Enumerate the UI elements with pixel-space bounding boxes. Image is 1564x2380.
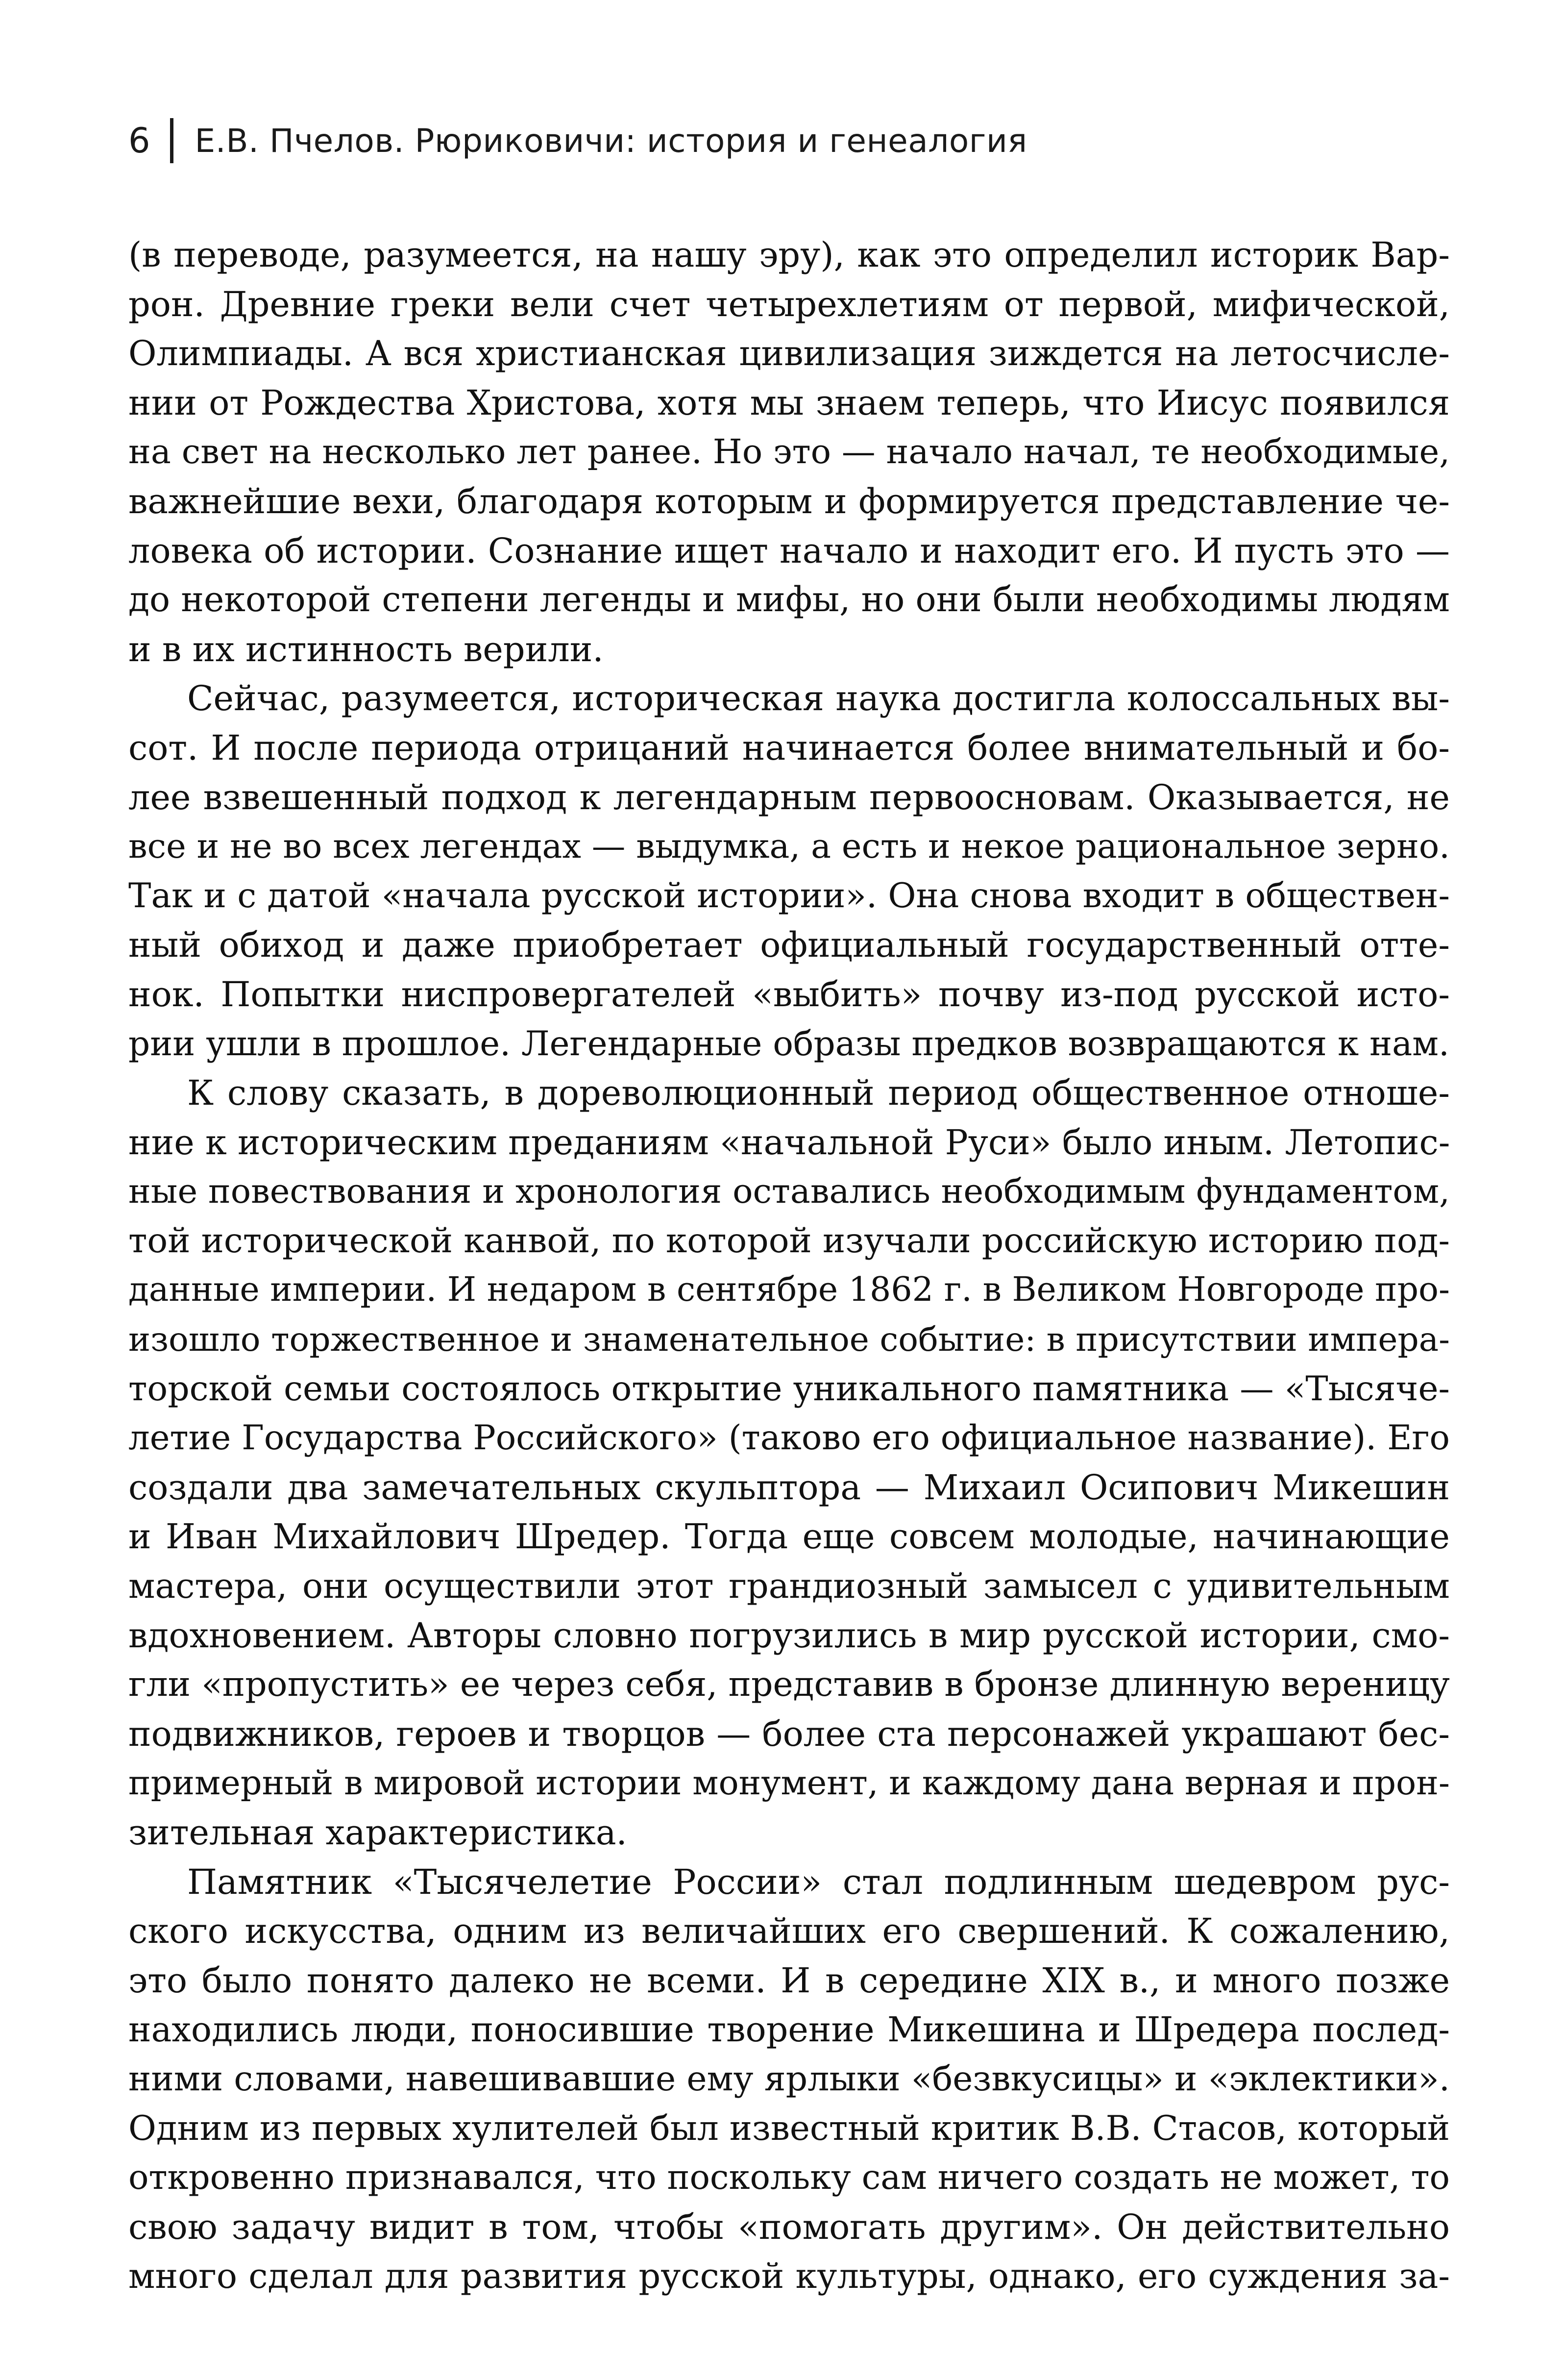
paragraph bbox=[128, 1068, 1450, 1858]
text-line: Сейчас, разумеется, историческая наука достигла колоссальных вы- bbox=[187, 678, 1450, 719]
text-line: важнейшие вехи, благодаря которым и формируется представление че- bbox=[128, 481, 1450, 521]
paragraph bbox=[128, 674, 1450, 1068]
text-line: ние к историческим преданиям «начальной Руси» было иным. Летопис- bbox=[128, 1122, 1450, 1163]
paragraph bbox=[128, 230, 1450, 674]
text-line: и Иван Михайлович Шредер. Тогда еще совсем молодые, начинающие bbox=[128, 1516, 1450, 1557]
running-head-title: Е.В. Пчелов. Рюриковичи: история и генеалогия bbox=[195, 122, 1027, 160]
text-line: ского искусства, одним из величайших его свершений. К сожалению, bbox=[128, 1911, 1450, 1952]
header-divider bbox=[170, 118, 173, 163]
text-line: ные повествования и хронология оставались необходимым фундаментом, bbox=[128, 1172, 1450, 1212]
text-line: Одним из первых хулителей был известный критик В.В. Стасов, который bbox=[128, 2108, 1450, 2148]
text-line: летие Государства Российского» (таково его официальное название). Его bbox=[128, 1418, 1450, 1458]
text-line: все и не во всех легендах — выдумка, а есть и некое рациональное зерно. bbox=[128, 827, 1450, 867]
text-line: и в их истинность верили. bbox=[128, 629, 604, 669]
text-line: подвижников, героев и творцов — более ста персонажей украшают бес- bbox=[128, 1713, 1450, 1754]
text-line: ними словами, навешивавшие ему ярлыки «безвкусицы» и «эклектики». bbox=[128, 2058, 1450, 2099]
running-head bbox=[128, 114, 1027, 168]
text-line: ловека об истории. Сознание ищет начало и находит его. И пусть это — bbox=[128, 530, 1450, 571]
text-line: торской семьи состоялось открытие уникального памятника — «Тысяче- bbox=[128, 1369, 1450, 1409]
text-line: мастера, они осуществили этот грандиозный замысел с удивительным bbox=[128, 1566, 1450, 1607]
text-line: сот. И после периода отрицаний начинается более внимательный и бо- bbox=[128, 727, 1450, 768]
text-line: много сделал для развития русской культуры, однако, его суждения за- bbox=[128, 2256, 1450, 2297]
text-line: примерный в мировой истории монумент, и каждому дана верная и прон- bbox=[128, 1763, 1450, 1803]
text-line: зительная характеристика. bbox=[128, 1812, 627, 1853]
text-line: откровенно признавался, что поскольку сам ничего создать не может, то bbox=[128, 2158, 1450, 2198]
text-line: это было понято далеко не всеми. И в середине XIX в., и много позже bbox=[128, 1960, 1450, 2001]
text-line: создали два замечательных скульптора — Михаил Осипович Микешин bbox=[128, 1467, 1450, 1508]
text-line: ный обиход и даже приобретает официальный государственный отте- bbox=[128, 925, 1450, 966]
text-line: той исторической канвой, по которой изучали российскую историю под- bbox=[128, 1221, 1450, 1261]
text-line: вдохновением. Авторы словно погрузились в мир русской истории, смо- bbox=[128, 1615, 1450, 1656]
text-line: нок. Попытки ниспровергателей «выбить» почву из-под русской исто- bbox=[128, 974, 1450, 1015]
text-line: на свет на несколько лет ранее. Но это — начало начал, те необходимые, bbox=[128, 432, 1450, 472]
text-line: свою задачу видит в том, чтобы «помогать другим». Он действительно bbox=[128, 2206, 1450, 2247]
text-line: до некоторой степени легенды и мифы, но они были необходимы людям bbox=[128, 580, 1450, 620]
text-line: лее взвешенный подход к легендарным первоосновам. Оказывается, не bbox=[128, 777, 1450, 818]
text-line: нии от Рождества Христова, хотя мы знаем теперь, что Иисус появился bbox=[128, 382, 1450, 423]
text-line: Так и с датой «начала русской истории». Она снова входит в обществен- bbox=[128, 875, 1450, 916]
text-line: находились люди, поносившие творение Микешина и Шредера послед- bbox=[128, 2009, 1450, 2050]
text-line: рии ушли в прошлое. Легендарные образы предков возвращаются к нам. bbox=[128, 1024, 1449, 1064]
text-line: К слову сказать, в дореволюционный период общественное отноше- bbox=[187, 1073, 1450, 1114]
body-text bbox=[128, 230, 1450, 2301]
text-line: изошло торжественное и знаменательное событие: в присутствии импера- bbox=[128, 1320, 1450, 1359]
text-line: Памятник «Тысячелетие России» стал подлинным шедевром рус- bbox=[187, 1861, 1450, 1902]
text-line: данные империи. И недаром в сентябре 1862 г. в Великом Новгороде про- bbox=[128, 1270, 1450, 1310]
text-line: Олимпиады. А вся христианская цивилизация зиждется на летосчисле- bbox=[128, 333, 1450, 374]
text-line: (в переводе, разумеется, на нашу эру), как это определил историк Вар- bbox=[128, 235, 1450, 275]
paragraph bbox=[128, 1858, 1450, 2301]
page-number: 6 bbox=[128, 121, 150, 161]
text-line: рон. Древние греки вели счет четырехлетиям от первой, мифической, bbox=[128, 284, 1450, 324]
text-line: гли «пропустить» ее через себя, представив в бронзе длинную вереницу bbox=[128, 1664, 1450, 1705]
